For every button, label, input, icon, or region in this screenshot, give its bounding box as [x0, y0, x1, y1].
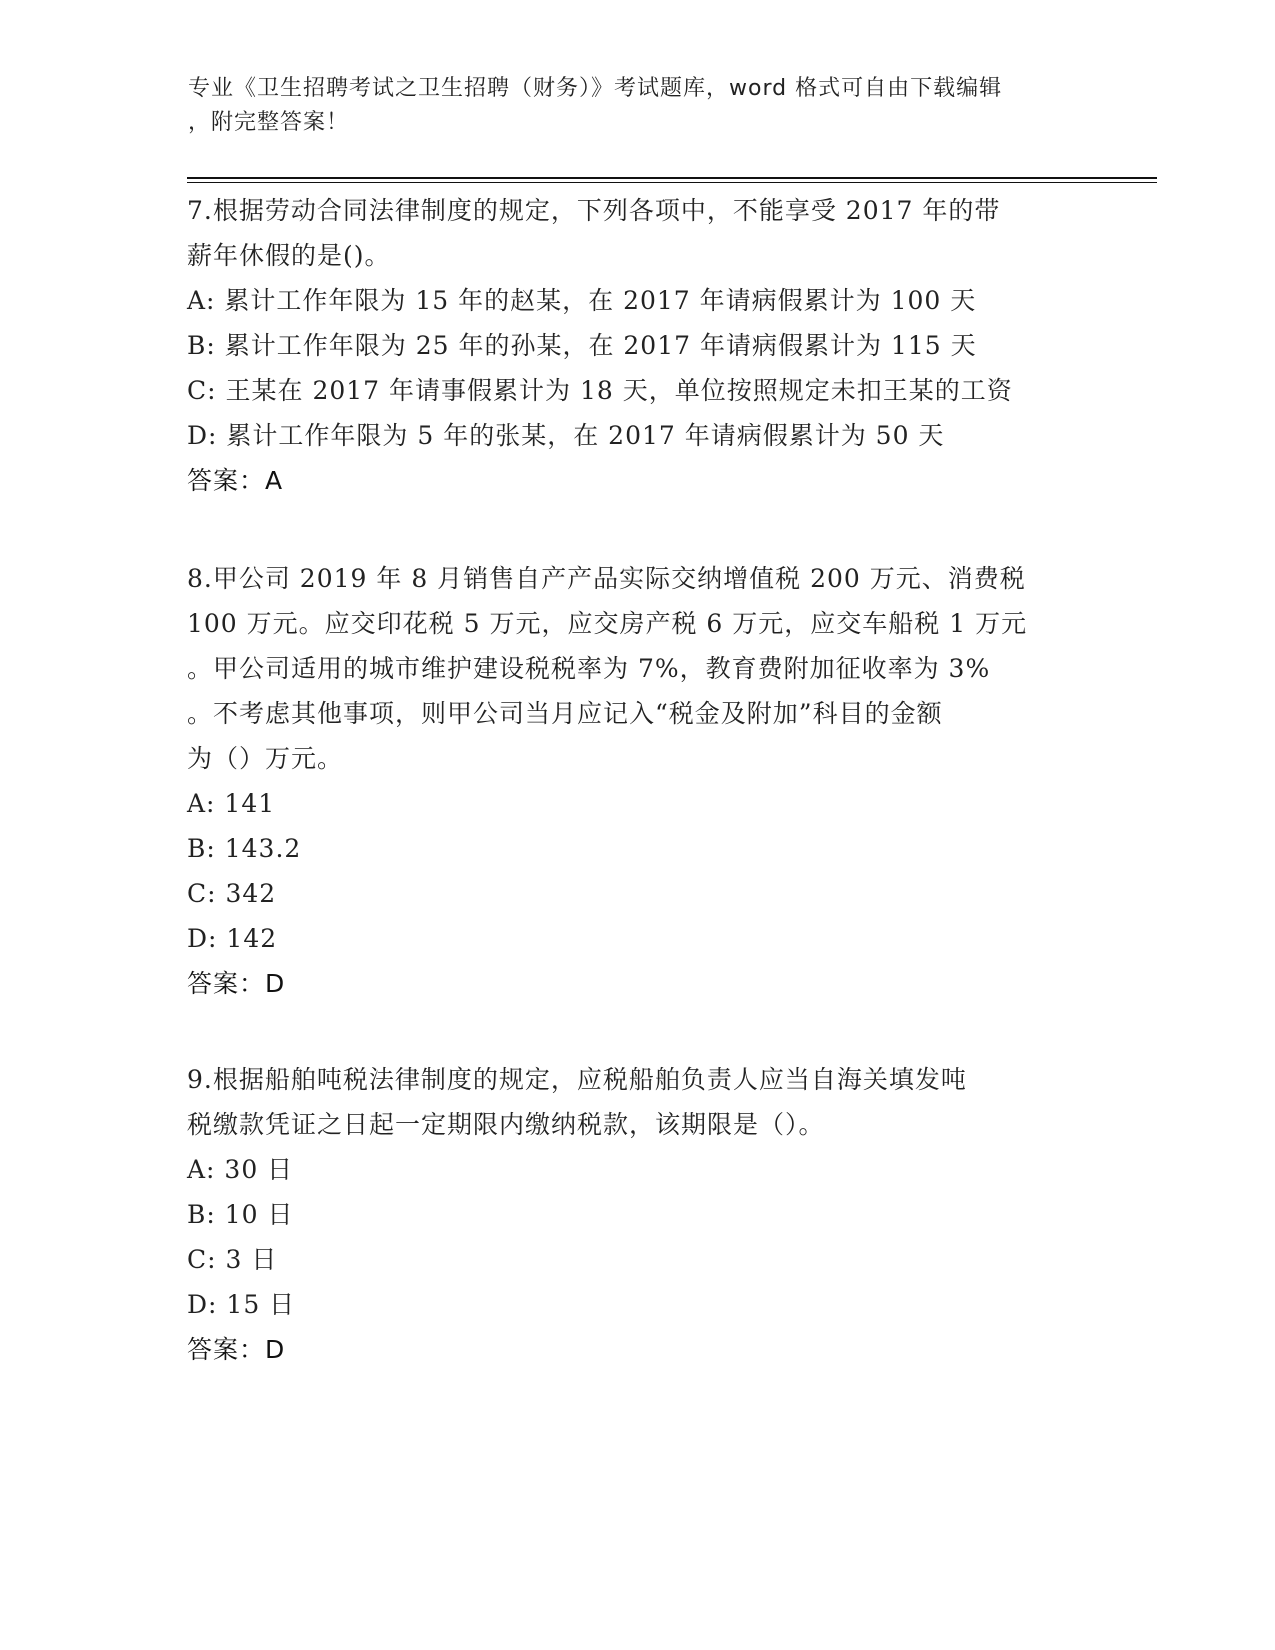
- question-stem-line: 8.甲公司 2019 年 8 月销售自产产品实际交纳增值税 200 万元、消费税: [187, 564, 1026, 593]
- option-b: B: 143.2: [187, 834, 302, 863]
- option-a: A: 累计工作年限为 15 年的赵某，在 2017 年请病假累计为 100 天: [187, 286, 977, 315]
- question-stem-line: 。不考虑其他事项，则甲公司当月应记入“税金及附加”科目的金额: [187, 699, 943, 728]
- option-d: D: 142: [187, 924, 278, 953]
- answer: 答案：A: [187, 466, 284, 495]
- option-c: C: 342: [187, 879, 277, 908]
- option-c: C: 王某在 2017 年请事假累计为 18 天，单位按照规定未扣王某的工资: [187, 376, 1013, 405]
- question-stem-line: 9.根据船舶吨税法律制度的规定，应税船舶负责人应当自海关填发吨: [187, 1065, 967, 1094]
- header-line-2: ，附完整答案！: [188, 110, 350, 135]
- question-stem-line: 。甲公司适用的城市维护建设税税率为 7%，教育费附加征收率为 3%: [187, 654, 991, 683]
- option-a: A: 30 日: [187, 1155, 294, 1184]
- question-stem-line: 100 万元。应交印花税 5 万元，应交房产税 6 万元，应交车船税 1 万元: [187, 609, 1028, 638]
- header-divider-thick: [187, 177, 1157, 179]
- question-stem-line: 税缴款凭证之日起一定期限内缴纳税款，该期限是（）。: [187, 1110, 825, 1139]
- document-header: [188, 72, 1068, 140]
- answer: 答案：D: [187, 1335, 286, 1364]
- option-c: C: 3 日: [187, 1245, 278, 1274]
- question-9: [187, 1057, 1092, 1372]
- question-stem-line: 薪年休假的是()。: [187, 241, 391, 270]
- option-b: B: 10 日: [187, 1200, 294, 1229]
- header-line-1: 专业《卫生招聘考试之卫生招聘（财务）》考试题库，word 格式可自由下载编辑: [188, 76, 1003, 101]
- question-8: [187, 556, 1092, 1006]
- header-divider-thin: [187, 182, 1157, 183]
- question-stem-line: 为（）万元。: [187, 744, 344, 773]
- question-stem-line: 7.根据劳动合同法律制度的规定，下列各项中，不能享受 2017 年的带: [187, 196, 1001, 225]
- option-d: D: 累计工作年限为 5 年的张某，在 2017 年请病假累计为 50 天: [187, 421, 945, 450]
- option-b: B: 累计工作年限为 25 年的孙某，在 2017 年请病假累计为 115 天: [187, 331, 977, 360]
- option-d: D: 15 日: [187, 1290, 296, 1319]
- option-a: A: 141: [187, 789, 276, 818]
- answer: 答案：D: [187, 969, 286, 998]
- question-7: [187, 188, 1092, 503]
